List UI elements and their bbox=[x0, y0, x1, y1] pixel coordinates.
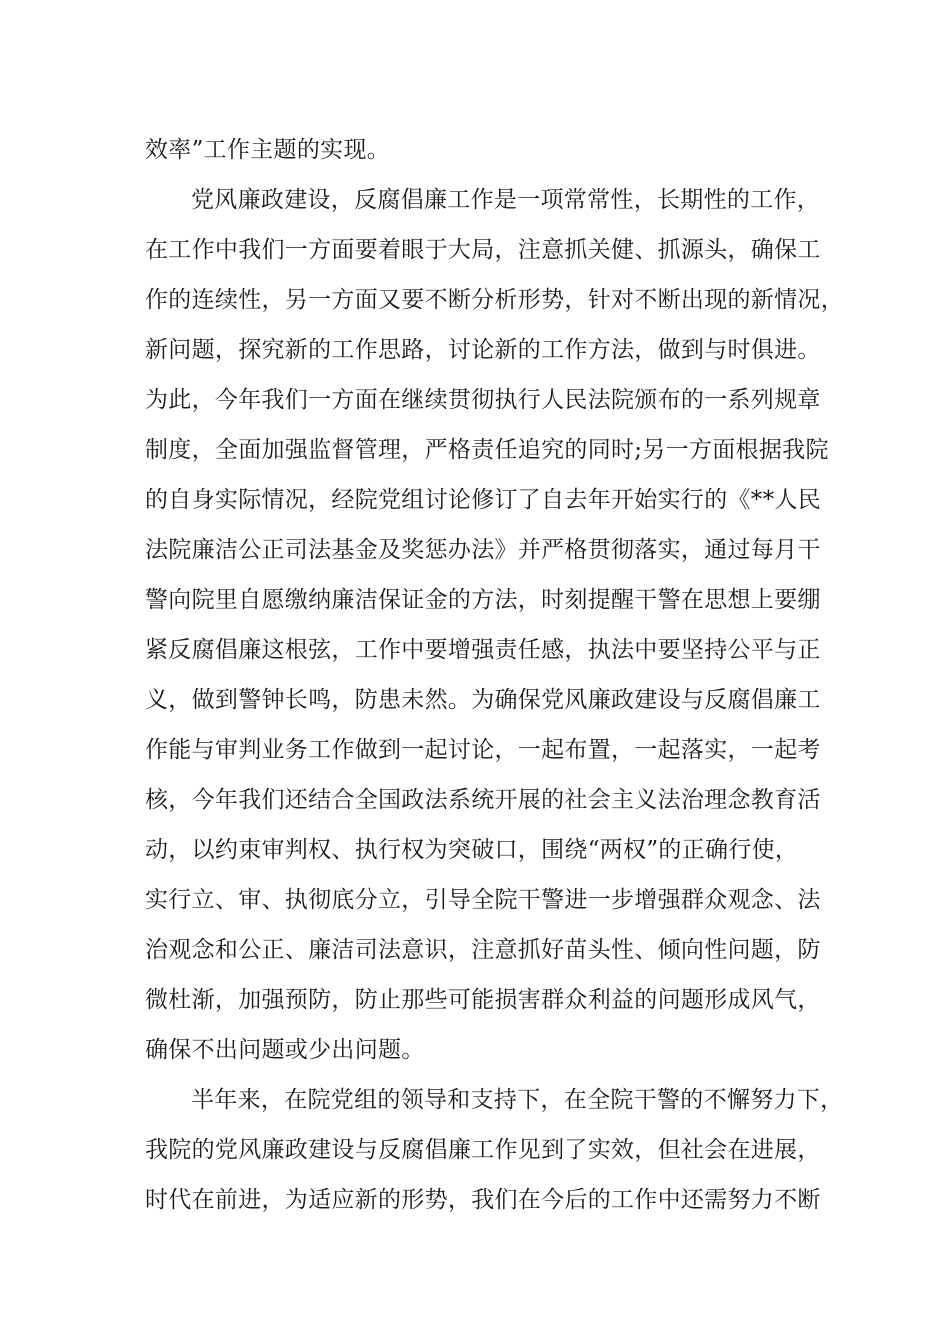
text-line: 核，今年我们还结合全国政法系统开展的社会主义法治理念教育活 bbox=[145, 787, 821, 813]
text-line: 作的连续性，另一方面又要不断分析形势，针对不断出现的新情况， bbox=[145, 287, 844, 313]
text-line: 为此，今年我们一方面在继续贯彻执行人民法院颁布的一系列规章 bbox=[145, 387, 821, 413]
text-line: 微杜渐，加强预防，防止那些可能损害群众利益的问题形成风气， bbox=[145, 987, 821, 1013]
text-line: 实行立、审、执彻底分立，引导全院干警进一步增强群众观念、法 bbox=[145, 887, 821, 913]
text-line: 在工作中我们一方面要着眼于大局，注意抓关健、抓源头，确保工 bbox=[145, 237, 821, 263]
text-line: 义，做到警钟长鸣，防患未然。为确保党风廉政建设与反腐倡廉工 bbox=[145, 687, 821, 713]
text-line: 的自身实际情况，经院党组讨论修订了自去年开始实行的《**人民 bbox=[145, 487, 821, 513]
text-line: 法院廉洁公正司法基金及奖惩办法》并严格贯彻落实，通过每月干 bbox=[145, 537, 821, 563]
text-line: 紧反腐倡廉这根弦，工作中要增强责任感，执法中要坚持公平与正 bbox=[145, 637, 821, 663]
paragraph-start-line: 半年来，在院党组的领导和支持下，在全院干警的不懈努力下， bbox=[191, 1087, 844, 1113]
paragraph-start-line: 党风廉政建设，反腐倡廉工作是一项常常性，长期性的工作， bbox=[191, 187, 821, 213]
text-line: 作能与审判业务工作做到一起讨论，一起布置，一起落实，一起考 bbox=[145, 737, 821, 763]
text-line: 制度，全面加强监督管理，严格责任追究的同时;另一方面根据我院 bbox=[145, 437, 829, 463]
text-line: 效率”工作主题的实现。 bbox=[145, 137, 391, 163]
text-line: 警向院里自愿缴纳廉洁保证金的方法，时刻提醒干警在思想上要绷 bbox=[145, 587, 821, 613]
text-line: 我院的党风廉政建设与反腐倡廉工作见到了实效，但社会在进展， bbox=[145, 1137, 821, 1163]
text-line: 新问题，探究新的工作思路，讨论新的工作方法，做到与时俱进。 bbox=[145, 337, 821, 363]
text-line: 时代在前进，为适应新的形势，我们在今后的工作中还需努力不断 bbox=[145, 1187, 821, 1213]
text-line: 确保不出问题或少出问题。 bbox=[145, 1037, 425, 1063]
text-line: 动，以约束审判权、执行权为突破口，围绕“两权”的正确行使， bbox=[145, 837, 799, 863]
text-line: 治观念和公正、廉洁司法意识，注意抓好苗头性、倾向性问题，防 bbox=[145, 937, 821, 963]
